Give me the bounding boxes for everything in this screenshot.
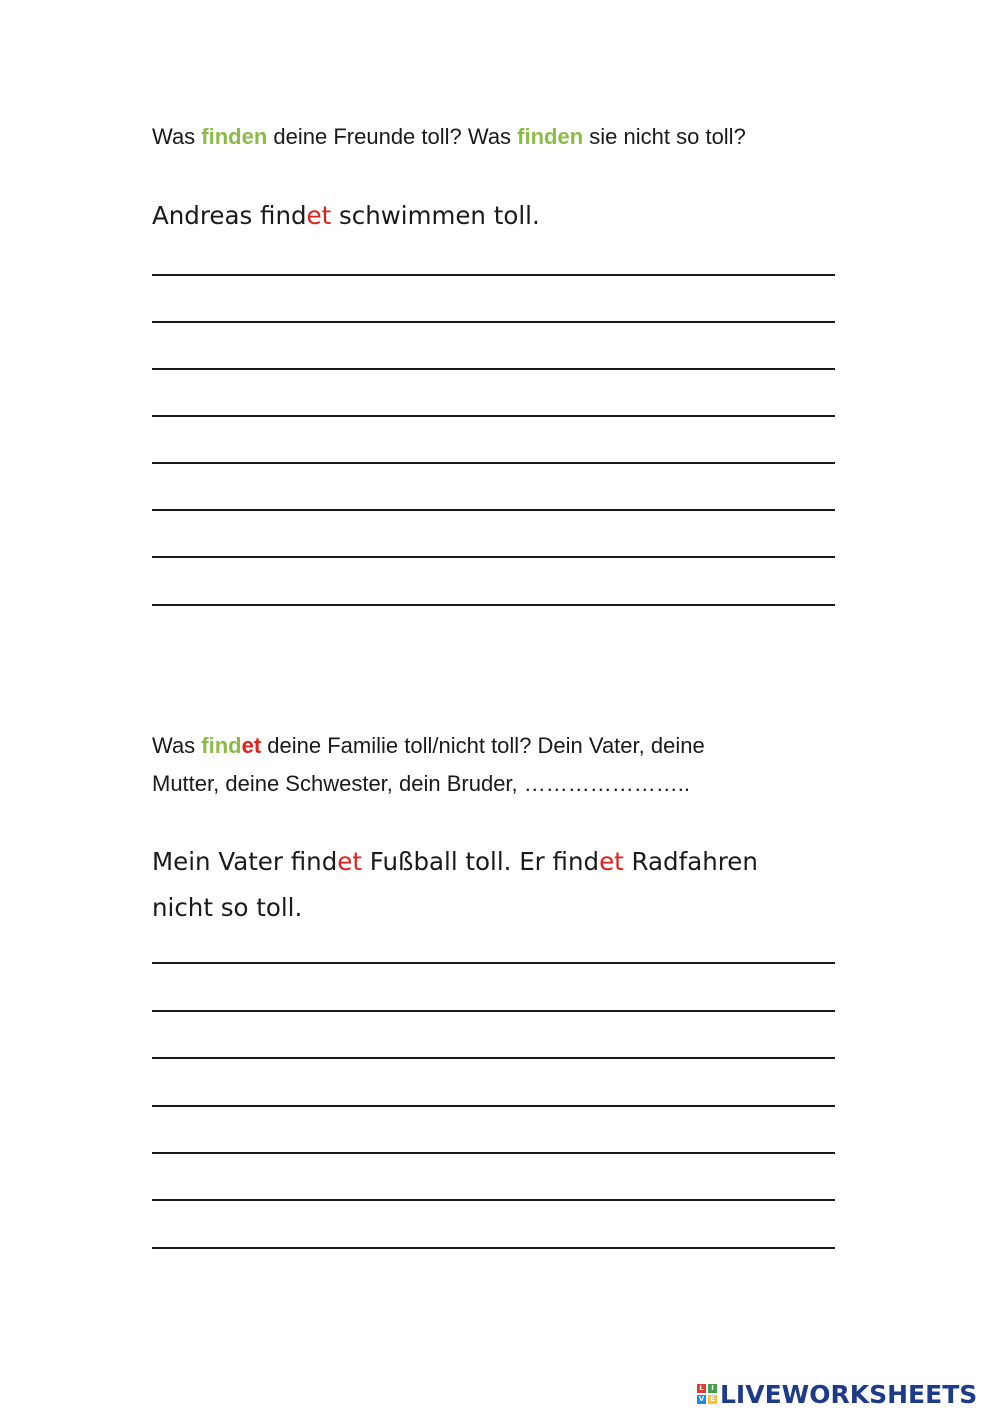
question-text: deine Familie toll/nicht toll? Dein Vater, deine bbox=[261, 733, 705, 758]
writing-line[interactable] bbox=[152, 1010, 835, 1012]
section1-question bbox=[152, 118, 746, 156]
verb-ending: et bbox=[241, 733, 262, 758]
writing-line[interactable] bbox=[152, 962, 835, 964]
writing-line[interactable] bbox=[152, 1057, 835, 1059]
writing-line[interactable] bbox=[152, 1247, 835, 1249]
writing-line[interactable] bbox=[152, 274, 835, 276]
writing-line[interactable] bbox=[152, 368, 835, 370]
highlight-verb: finden bbox=[201, 124, 268, 149]
section2-question bbox=[152, 727, 705, 803]
logo-tile: E bbox=[708, 1395, 717, 1404]
logo-tile: I bbox=[708, 1384, 717, 1393]
writing-line[interactable] bbox=[152, 462, 835, 464]
highlight-verb: find bbox=[201, 733, 242, 758]
example-text: Mein Vater find bbox=[152, 847, 338, 876]
writing-line[interactable] bbox=[152, 1152, 835, 1154]
logo-tile: L bbox=[697, 1384, 706, 1393]
writing-line[interactable] bbox=[152, 321, 835, 323]
question-text: Mutter, deine Schwester, dein Bruder, ………………….. bbox=[152, 771, 690, 796]
question-text: sie nicht so toll? bbox=[583, 124, 746, 149]
example-text: nicht so toll. bbox=[152, 893, 303, 922]
verb-ending: et bbox=[337, 847, 362, 876]
example-text: schwimmen toll. bbox=[331, 201, 540, 230]
writing-line[interactable] bbox=[152, 604, 835, 606]
writing-line[interactable] bbox=[152, 556, 835, 558]
question-text: deine Freunde toll? Was bbox=[267, 124, 518, 149]
writing-line[interactable] bbox=[152, 415, 835, 417]
writing-line[interactable] bbox=[152, 1105, 835, 1107]
liveworksheets-logo bbox=[697, 1376, 977, 1412]
logo-tile: V bbox=[698, 1395, 705, 1403]
logo-tiles-icon bbox=[697, 1384, 717, 1404]
section1-example bbox=[152, 193, 540, 239]
example-text: Andreas find bbox=[152, 201, 307, 230]
writing-line[interactable] bbox=[152, 1199, 835, 1201]
question-text: Was bbox=[152, 124, 202, 149]
section2-example bbox=[152, 839, 758, 931]
example-text: Radfahren bbox=[623, 847, 758, 876]
highlight-verb: finden bbox=[517, 124, 584, 149]
question-text: Was bbox=[152, 733, 202, 758]
verb-ending: et bbox=[599, 847, 624, 876]
verb-ending: et bbox=[306, 201, 332, 230]
logo-text: LIVEWORKSHEETS bbox=[720, 1379, 978, 1409]
example-text: Fußball toll. Er find bbox=[361, 847, 600, 876]
writing-line[interactable] bbox=[152, 509, 835, 511]
